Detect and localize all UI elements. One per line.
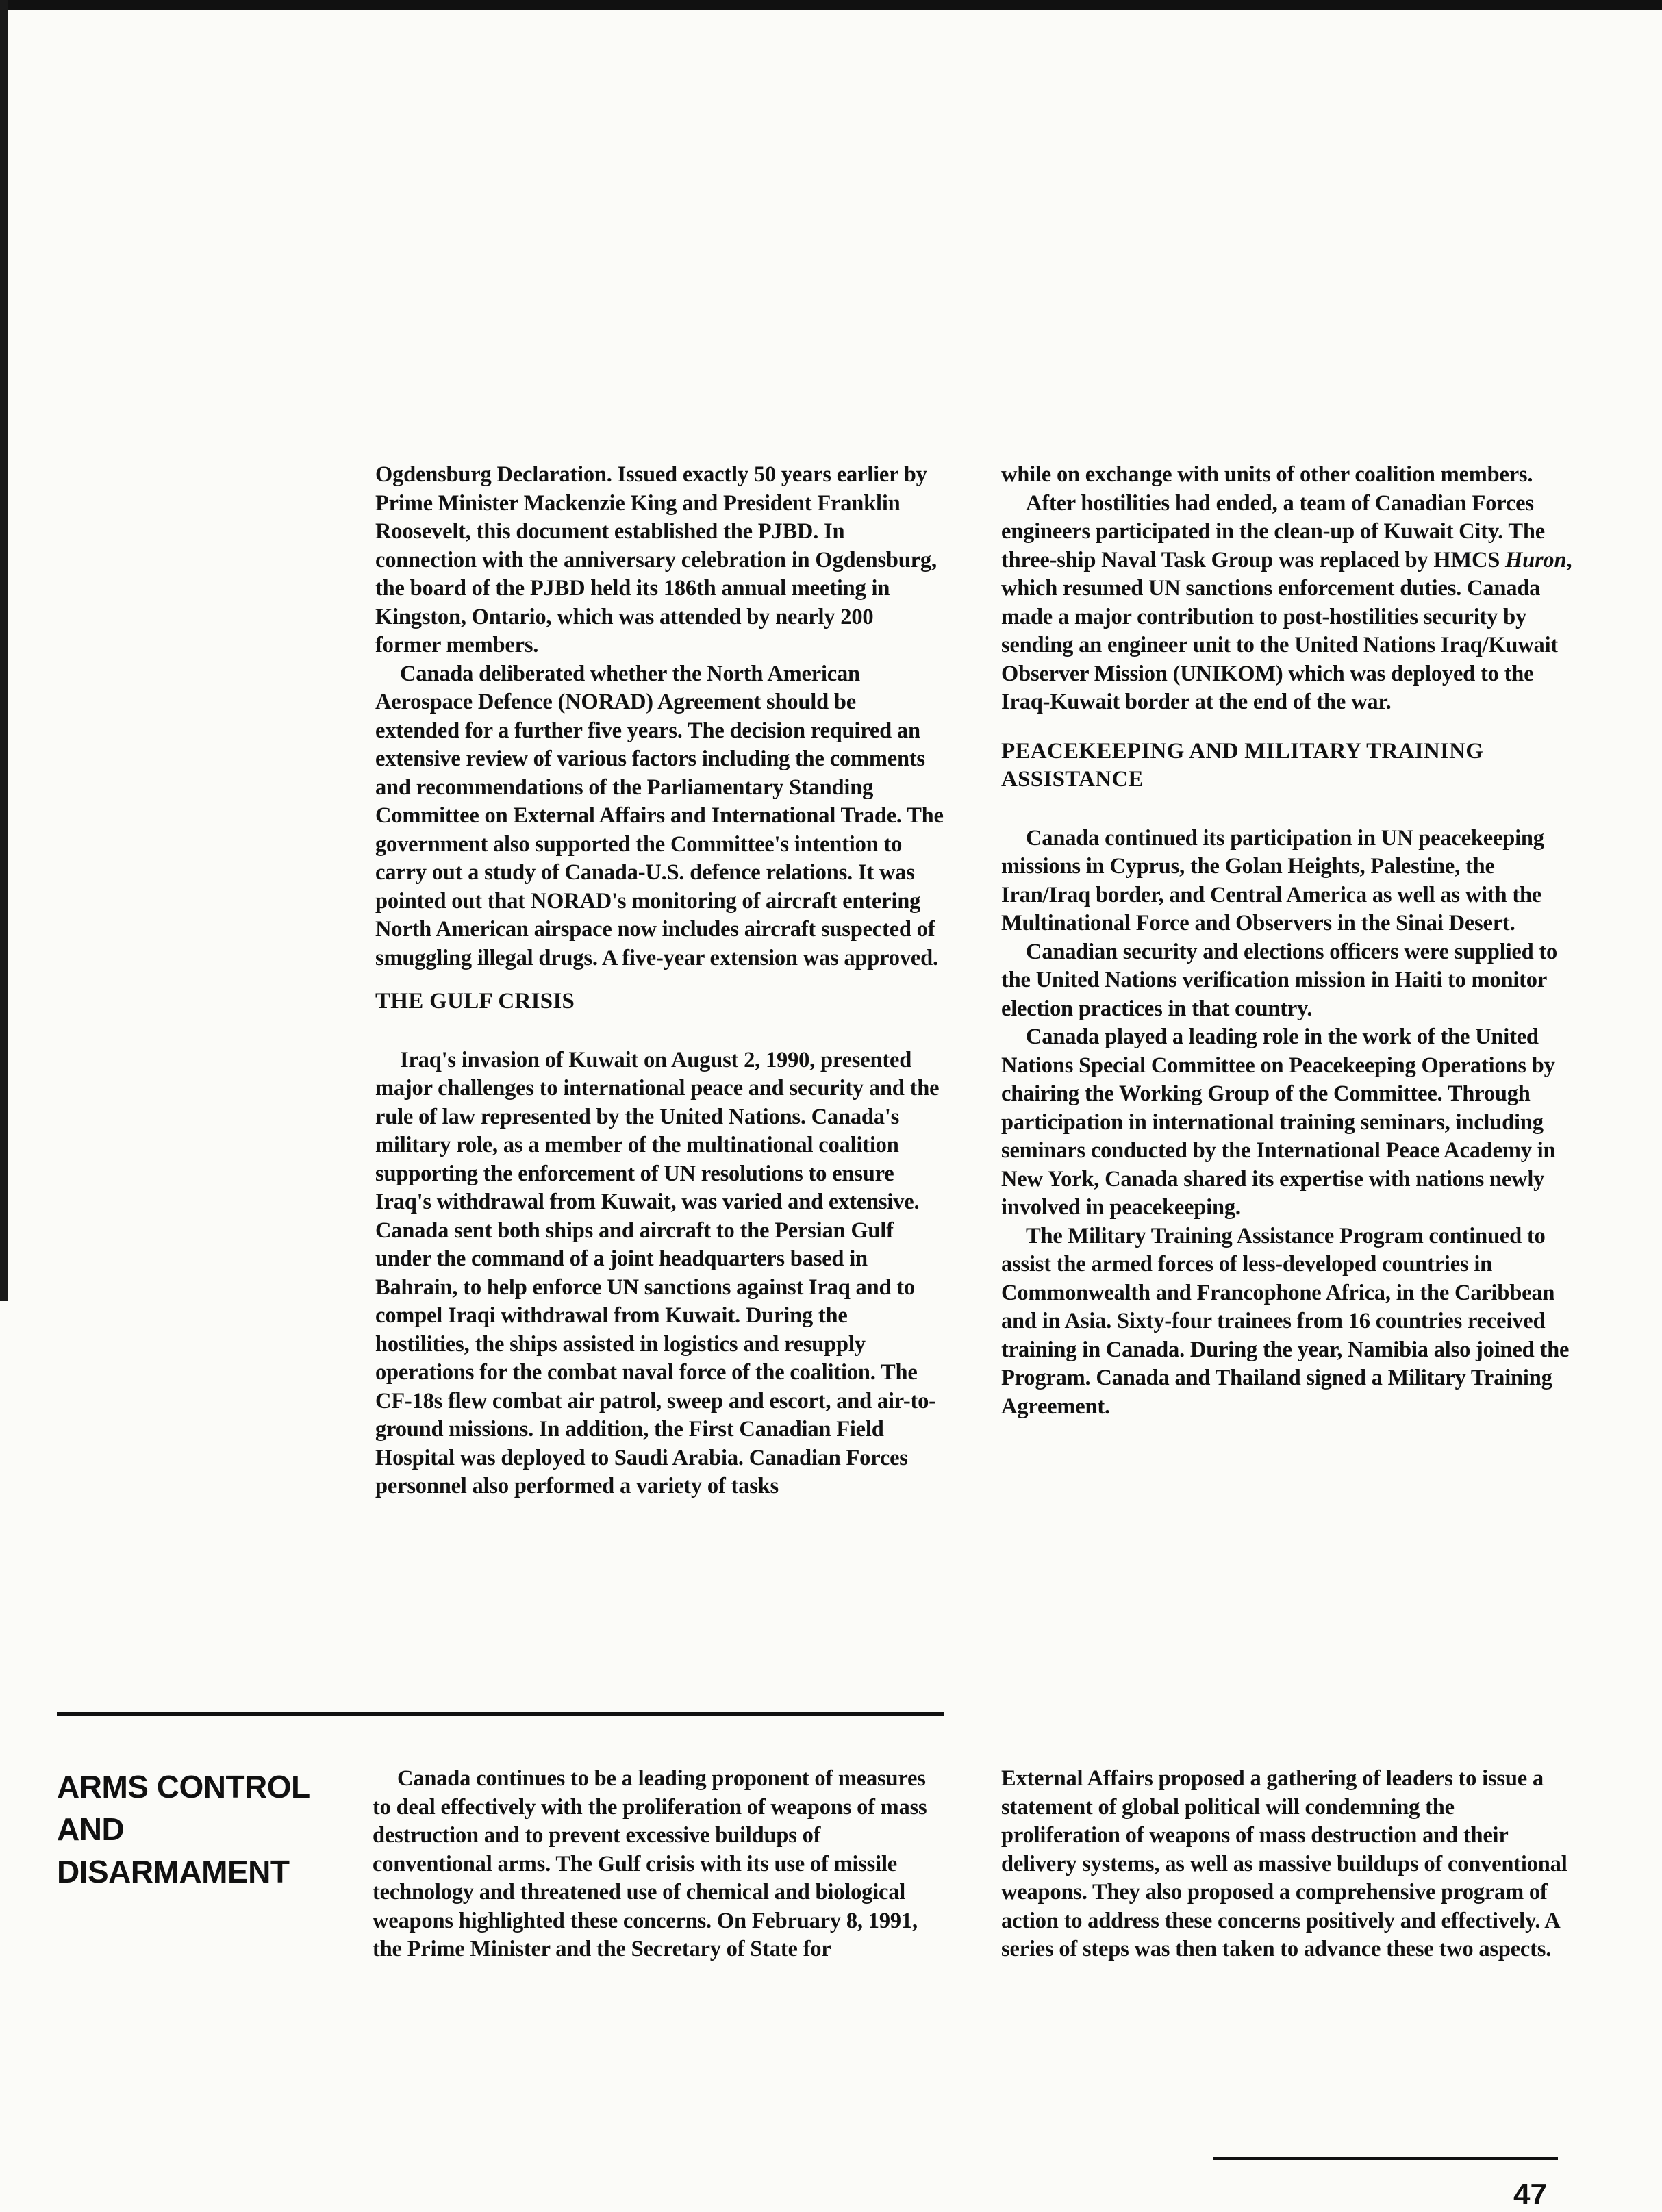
paragraph-post-hostilities — [1001, 490, 1573, 717]
ship-name: Huron — [1505, 547, 1567, 573]
section-heading-line-2: AND — [57, 1811, 125, 1847]
post-hostilities-text-a: After hostilities had ended, a team of Canadian Forces engineers participated in the clean-up of Kuwait City. The three-ship Naval Task Group was replaced by HMCS — [1001, 490, 1545, 573]
paragraph-norad: Canada deliberated whether the North American Aerospace Defence (NORAD) Agreement should be extended for a further five years. The decision required an extensive review of various factors including the comments and recommendations of the Parliamentary Standing Committee on External Affairs and International Trade. The government also supported the Committee's intention to carry out a study of Canada-U.S. defence relations. It was pointed out that NORAD's monitoring of aircraft entering North American airspace now includes aircraft suspected of smuggling illegal drugs. A five-year extension was approved. — [375, 661, 944, 970]
column-right-upper — [1001, 461, 1573, 1421]
section-heading-line-1: ARMS CONTROL — [57, 1769, 310, 1805]
paragraph-training-program: The Military Training Assistance Program continued to assist the armed forces of less-developed countries in Commonwealth and Francophone Africa, in the Caribbean and in Asia. Sixty-four trainees from 16 countries received training in Canada. During the year, Namibia also joined the Program. Canada and Thailand signed a Military Training Agreement. — [1001, 1223, 1570, 1419]
heading-peacekeeping: PEACEKEEPING AND MILITARY TRAINING ASSISTANCE — [1001, 738, 1484, 792]
left-page-edge — [0, 0, 8, 1301]
page-number: 47 — [1513, 2178, 1547, 2211]
paragraph-gulf-crisis: Iraq's invasion of Kuwait on August 2, 1990, presented major challenges to international peace and security and the rule of law represented by the United Nations. Canada's military role, as a member of the multinational coalition supporting the enforcement of UN resolutions to ensure Iraq's withdrawal from Kuwait, was varied and extensive. Canada sent both ships and aircraft to the Persian Gulf under the command of a joint headquarters based in Bahrain, to help enforce UN sanctions against Iraq and to compel Iraqi withdrawal from Kuwait. During the hostilities, the ships assisted in logistics and resupply operations for the combat naval force of the coalition. The CF-18s flew combat air patrol, sweep and escort, and air-to-ground missions. In addition, the First Canadian Field Hospital was deployed to Saudi Arabia. Canadian Forces personnel also performed a variety of tasks — [375, 1047, 940, 1498]
column-arms-control-right — [1001, 1765, 1573, 1964]
post-hostilities-text-b: , which resumed UN sanctions enforcement duties. Canada made a major contribution to post-hostilities security by sending an engineer unit to the United Nations Iraq/Kuwait Observer Mission (UNIKOM) which was deployed to the Iraq-Kuwait border at the end of the war. — [1001, 547, 1572, 714]
section-heading-line-3: DISARMAMENT — [57, 1854, 290, 1889]
paragraph-coalition-exchange: while on exchange with units of other coalition members. — [1001, 462, 1533, 487]
footer-rule — [1213, 2157, 1558, 2160]
column-arms-control-left — [373, 1765, 941, 1964]
top-border — [0, 0, 1662, 10]
paragraph-ogdensburg: Ogdensburg Declaration. Issued exactly 50 years earlier by Prime Minister Mackenzie King and President Franklin Roosevelt, this document established the PJBD. In connection with the anniversary celebration in Ogdensburg, the board of the PJBD held its 186th annual meeting in Kingston, Ontario, which was attended by nearly 200 former members. — [375, 462, 937, 657]
paragraph-peacekeeping-missions: Canada continued its participation in UN peacekeeping missions in Cyprus, the Golan Heights, Palestine, the Iran/Iraq border, and Central America as well as with the Multinational Force and Observers in the Sinai Desert. — [1001, 825, 1544, 935]
column-left-upper — [375, 461, 944, 1501]
paragraph-special-committee: Canada played a leading role in the work of the United Nations Special Committee on Peacekeeping Operations by chairing the Working Group of the Committee. Through participation in international training seminars, including seminars conducted by the International Peace Academy in New York, Canada shared its expertise with nations newly involved in peacekeeping. — [1001, 1025, 1556, 1220]
paragraph-arms-control-intro: Canada continues to be a leading proponent of measures to deal effectively with the proliferation of weapons of mass destruction and to prevent excessive buildups of conventional arms. The Gulf crisis with its use of missile technology and threatened use of chemical and biological weapons highlighted these concerns. On February 8, 1991, the Prime Minister and the Secretary of State for — [373, 1766, 927, 1961]
paragraph-arms-control-continued: External Affairs proposed a gathering of leaders to issue a statement of global political will condemning the proliferation of weapons of mass destruction and their delivery systems, as well as massive buildups of conventional weapons. They also proposed a comprehensive program of action to address these concerns positively and effectively. A series of steps was then taken to advance these two aspects. — [1001, 1766, 1567, 1961]
section-heading-arms-control — [57, 1765, 317, 1893]
heading-gulf-crisis: THE GULF CRISIS — [375, 989, 575, 1014]
section-divider-rule — [57, 1712, 944, 1716]
paragraph-haiti: Canadian security and elections officers were supplied to the United Nations verification mission in Haiti to monitor election practices in that country. — [1001, 939, 1558, 1021]
